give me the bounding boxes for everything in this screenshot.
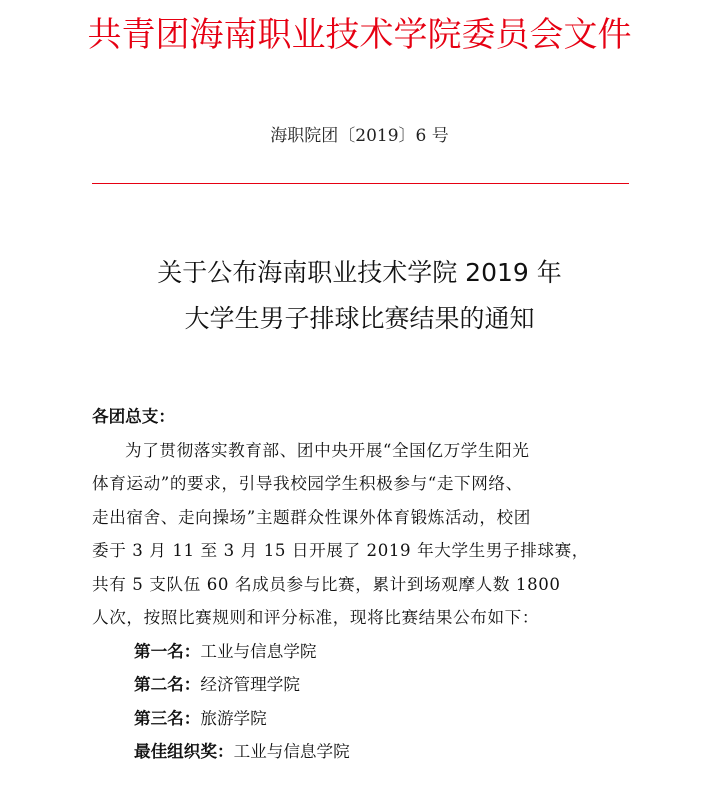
title-line-2: 大学生男子排球比赛结果的通知 — [184, 304, 535, 333]
result-best-organization — [92, 735, 637, 769]
result-third-place — [92, 702, 637, 736]
document-number: 海职院团〔2019〕6 号 — [270, 126, 449, 146]
result-second-place — [92, 668, 637, 702]
result-label: 第二名： — [134, 675, 201, 694]
title-line-1: 关于公布海南职业技术学院 2019 年 — [157, 258, 562, 287]
result-value: 经济管理学院 — [200, 675, 300, 694]
result-first-place — [92, 635, 637, 669]
result-label: 最佳组织奖： — [134, 742, 234, 761]
result-value: 旅游学院 — [200, 708, 267, 728]
document-header: 共青团海南职业技术学院委员会文件 — [87, 15, 632, 55]
paragraph-line: 走出宿舍、走向操场”主题群众性课外体育锻炼活动，校团 — [92, 507, 531, 527]
result-label: 第一名： — [134, 641, 201, 661]
paragraph-line: 共有 5 支队伍 60 名成员参与比赛，累计到场观摩人数 1800 — [92, 574, 561, 594]
paragraph-line: 人次，按照比赛规则和评分标准，现将比赛结果公布如下： — [92, 608, 540, 627]
paragraph-line: 委于 3 月 11 至 3 月 15 日开展了 2019 年大学生男子排球赛， — [92, 541, 590, 560]
paragraph-line: 为了贯彻落实教育部、团中央开展“全国亿万学生阳光 — [125, 440, 530, 460]
result-value: 工业与信息学院 — [200, 641, 317, 661]
notice-body — [92, 400, 637, 769]
salutation: 各团总支： — [92, 407, 175, 426]
red-divider — [92, 183, 629, 184]
result-label: 第三名： — [134, 708, 201, 728]
paragraph-line: 体育运动”的要求，引导我校园学生积极参与“走下网络、 — [92, 474, 523, 493]
result-value: 工业与信息学院 — [233, 742, 350, 761]
notice-title — [0, 250, 719, 342]
